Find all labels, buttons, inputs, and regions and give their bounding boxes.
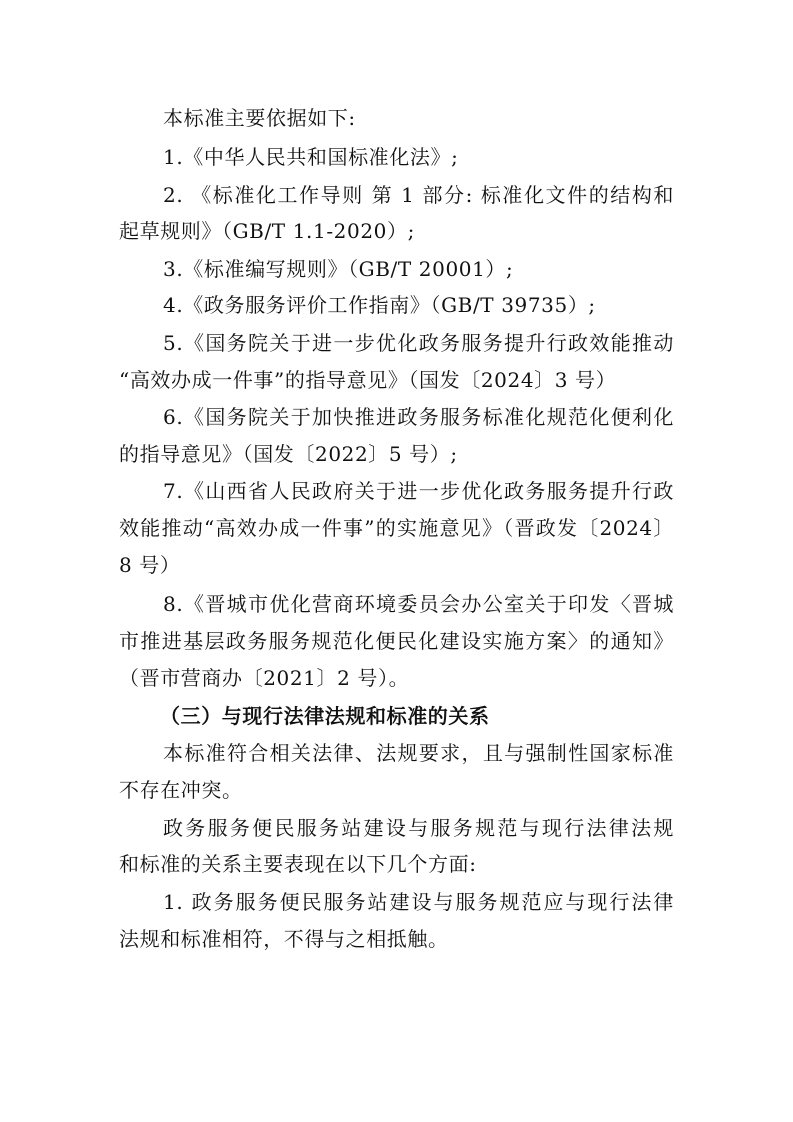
- paragraph-1-line-2: 不存在冲突。: [119, 778, 243, 802]
- basis-item-7-line-2: 效能推动“高效办成一件事”的实施意见》（晋政发〔2024〕: [119, 516, 674, 540]
- basis-item-2-line-1: 2. 《标准化工作导则 第 1 部分: 标准化文件的结构和: [163, 183, 674, 207]
- basis-item-7-line-3: 8 号）: [119, 553, 181, 577]
- paragraph-3-line-2: 法规和标准相符，不得与之相抵触。: [119, 927, 449, 951]
- basis-item-6-line-1: 6.《国务院关于加快推进政务服务标准化规范化便利化: [163, 405, 674, 429]
- paragraph-1-line-1: 本标准符合相关法律、法规要求，且与强制性国家标准: [163, 741, 674, 765]
- basis-item-6-line-2: 的指导意见》（国发〔2022〕5 号）;: [119, 442, 458, 466]
- basis-item-8-line-3: （晋市营商办〔2021〕2 号）。: [119, 666, 410, 690]
- paragraph-2-line-1: 政务服务便民服务站建设与服务规范与现行法律法规: [163, 816, 674, 840]
- basis-item-5-line-1: 5.《国务院关于进一步优化政务服务提升行政效能推动: [163, 331, 674, 355]
- basis-item-4: 4.《政务服务评价工作指南》（GB/T 39735）;: [163, 293, 596, 317]
- basis-item-8-line-2: 市推进基层政务服务规范化便民化建设实施方案〉的通知》: [119, 629, 674, 653]
- basis-item-5-line-2: “高效办成一件事”的指导意见》（国发〔2024〕3 号）: [119, 368, 617, 392]
- basis-item-3: 3.《标准编写规则》（GB/T 20001）;: [163, 257, 514, 281]
- intro-text: 本标准主要依据如下:: [163, 106, 356, 130]
- basis-item-2-line-2: 起草规则》（GB/T 1.1-2020）;: [119, 219, 415, 243]
- basis-item-7-line-1: 7.《山西省人民政府关于进一步优化政务服务提升行政: [163, 479, 674, 503]
- paragraph-3-line-1: 1. 政务服务便民服务站建设与服务规范应与现行法律: [163, 890, 674, 914]
- section-heading: （三）与现行法律法规和标准的关系: [160, 704, 490, 728]
- basis-item-1: 1.《中华人民共和国标准化法》;: [163, 145, 459, 169]
- basis-item-8-line-1: 8.《晋城市优化营商环境委员会办公室关于印发〈晋城: [163, 592, 674, 616]
- paragraph-2-line-2: 和标准的关系主要表现在以下几个方面:: [119, 852, 477, 876]
